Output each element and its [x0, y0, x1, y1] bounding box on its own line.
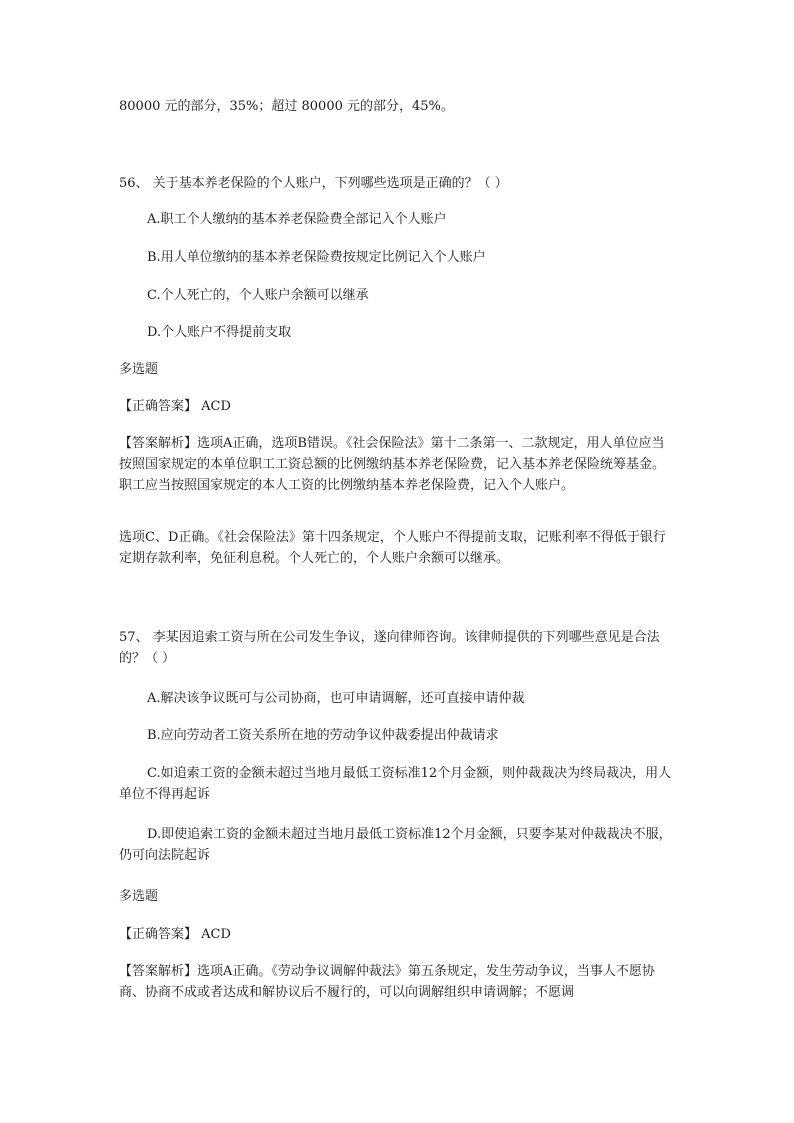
q57-type: 多选题 — [119, 889, 159, 904]
q57-option-c: C.如追索工资的金额未超过当地月最低工资标准12个月金额，则仲裁裁决为终局裁决，用人单位不得再起诉 — [119, 766, 672, 802]
q56-option-c: C.个人死亡的，个人账户余额可以继承 — [147, 288, 369, 303]
q56-option-d: D.个人账户不得提前支取 — [147, 325, 292, 340]
q56-type: 多选题 — [119, 362, 159, 377]
q57-option-b: B.应向劳动者工资关系所在地的劳动争议仲裁委提出仲裁请求 — [147, 728, 499, 743]
intro-line: 80000 元的部分，35%；超过 80000 元的部分，45%。 — [119, 99, 454, 114]
q57-answer: 【正确答案】 ACD — [119, 927, 231, 942]
q56-option-a: A.职工个人缴纳的基本养老保险费全部记入个人账户 — [147, 212, 447, 227]
q56-analysis-1: 【答案解析】选项A正确，选项B错误。《社会保险法》第十二条第一、二款规定，用人单位应当按照国家规定的本单位职工工资总额的比例缴纳基本养老保险费，记入基本养老保险统筹基金。职工应当按照国家规定的本人工资的比例缴纳基本养老保险费，记入个人账户。 — [119, 436, 666, 493]
q57-option-d: D.即使追索工资的金额未超过当地月最低工资标准12个月金额，只要李某对仲裁裁决不服，仍可向法院起诉 — [119, 827, 672, 863]
q56-option-b: B.用人单位缴纳的基本养老保险费按规定比例记入个人账户 — [147, 250, 486, 265]
q56-analysis-2: 选项C、D正确。《社会保险法》第十四条规定，个人账户不得提前支取，记账利率不得低于银行定期存款利率，免征利息税。个人死亡的，个人账户余额可以继承。 — [119, 530, 666, 566]
question-56-stem: 56、 关于基本养老保险的个人账户，下列哪些选项是正确的？（ ） — [119, 176, 508, 191]
q57-option-a: A.解决该争议既可与公司协商，也可申请调解，还可直接申请仲裁 — [147, 691, 525, 706]
q56-answer: 【正确答案】 ACD — [119, 399, 231, 414]
q57-analysis: 【答案解析】选项A正确。《劳动争议调解仲裁法》第五条规定，发生劳动争议，当事人不愿协商、协商不成或者达成和解协议后不履行的，可以向调解组织申请调解；不愿调 — [119, 964, 655, 1000]
question-57-stem: 57、 李某因追索工资与所在公司发生争议，遂向律师咨询。该律师提供的下列哪些意见是合法的？（ ） — [119, 630, 660, 666]
